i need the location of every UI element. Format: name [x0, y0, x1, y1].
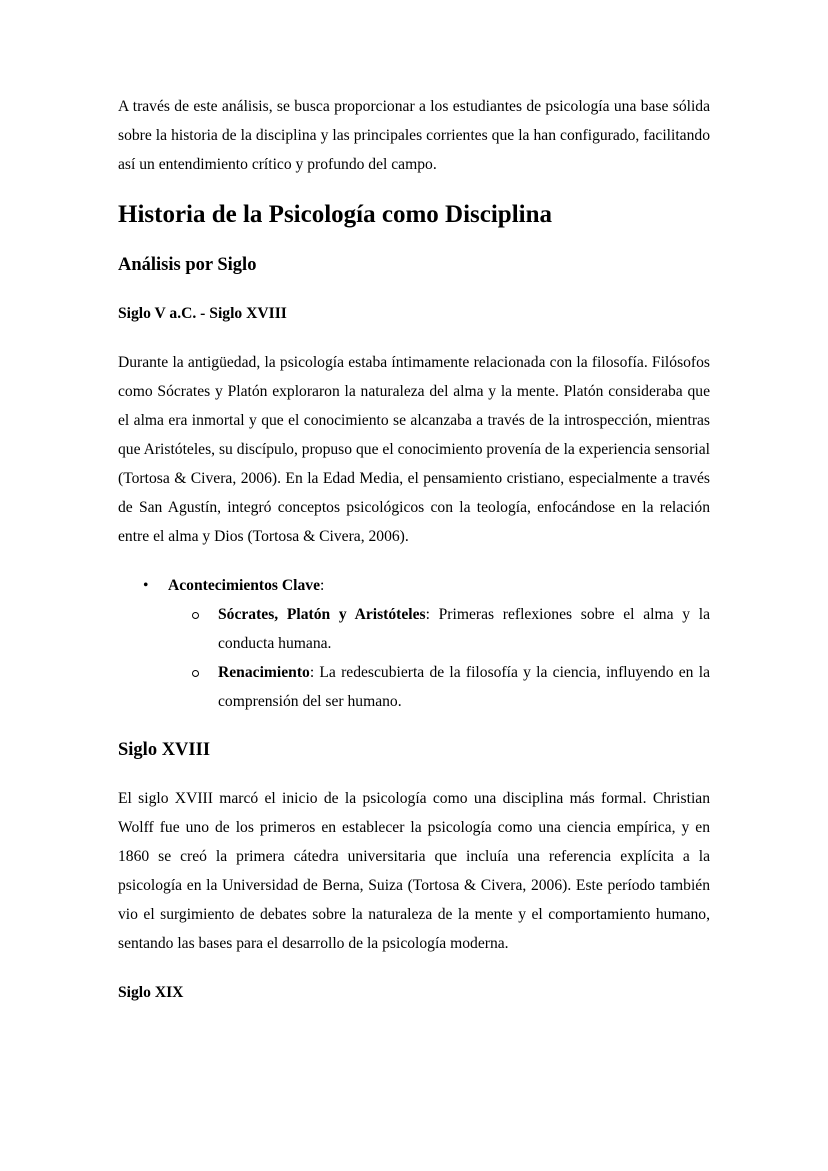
section-paragraph-18th-century: El siglo XVIII marcó el inicio de la psicología como una disciplina más formal. Christian Wolff fue uno de los primeros en establecer la psicología como una ciencia empírica, y en 1860 se creó la primera cátedra universitaria que incluía una referencia explícita a la psicología en la Universidad de Berna, Suiza (Tortosa & Civera, 2006). Este período también vio el surgimiento de debates sobre la naturaleza de la mente y el comportamiento humano, sentando las bases para el desarrollo de la psicología moderna.	[118, 790, 710, 952]
section-title-18th-century: Siglo XVIII	[118, 740, 211, 760]
list-item	[168, 600, 710, 658]
document-page	[118, 92, 710, 1027]
section-title-19th-century: Siglo XIX	[118, 984, 184, 1001]
item-term: Renacimiento	[218, 664, 310, 681]
item-term: Sócrates, Platón y Aristóteles	[218, 606, 426, 623]
key-events-label: Acontecimientos Clave	[168, 577, 321, 594]
circle-bullet-icon	[192, 612, 199, 619]
section-title-antiquity: Siglo V a.C. - Siglo XVIII	[118, 305, 287, 322]
circle-bullet-icon	[192, 670, 199, 677]
bullet-icon: •	[143, 577, 149, 594]
sub-heading: Análisis por Siglo	[118, 255, 257, 275]
main-heading: Historia de la Psicología como Disciplina	[118, 201, 553, 228]
item-text: : Primeras reflexiones sobre el alma y la conducta humana.	[218, 606, 710, 652]
list-item	[168, 658, 710, 716]
intro-paragraph: A través de este análisis, se busca proporcionar a los estudiantes de psicología una base sólida sobre la historia de la disciplina y las principales corrientes que la han configurado, facilitando así un entendimiento crítico y profundo del campo.	[118, 98, 710, 173]
key-events-colon: :	[320, 577, 325, 594]
key-events-list	[118, 571, 710, 716]
key-events-sublist	[168, 600, 710, 716]
list-item	[118, 571, 710, 716]
section-paragraph-antiquity: Durante la antigüedad, la psicología estaba íntimamente relacionada con la filosofía. Filósofos como Sócrates y Platón exploraron la naturaleza del alma y la mente. Platón consideraba que el alma era inmortal y que el conocimiento se alcanzaba a través de la introspección, mientras que Aristóteles, su discípulo, propuso que el conocimiento provenía de la experiencia sensorial (Tortosa & Civera, 2006). En la Edad Media, el pensamiento cristiano, especialmente a través de San Agustín, integró conceptos psicológicos con la teología, enfocándose en la relación entre el alma y Dios (Tortosa & Civera, 2006).	[118, 354, 710, 545]
item-text: : La redescubierta de la filosofía y la ciencia, influyendo en la comprensión del ser humano.	[218, 664, 710, 710]
